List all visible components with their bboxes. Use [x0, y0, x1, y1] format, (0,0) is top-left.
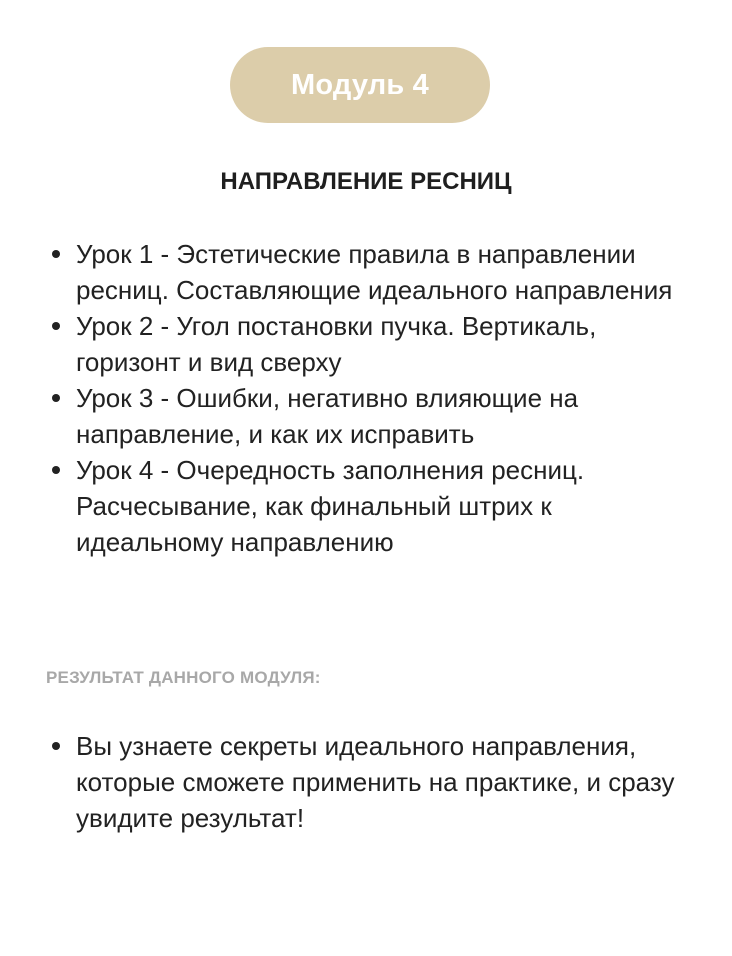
bullet-icon — [52, 742, 60, 750]
bullet-icon — [52, 250, 60, 258]
module-title: НАПРАВЛЕНИЕ РЕСНИЦ — [220, 168, 512, 195]
lesson-text: Урок 1 - Эстетические правила в направлении ресниц. Составляющие идеального направления — [76, 239, 673, 305]
bullet-icon — [52, 466, 60, 474]
lesson-item — [46, 236, 686, 308]
result-list — [46, 728, 686, 836]
lesson-list — [46, 236, 686, 560]
lesson-item — [46, 452, 686, 560]
result-item — [46, 728, 686, 836]
bullet-icon — [52, 394, 60, 402]
lesson-text: Урок 3 - Ошибки, негативно влияющие на направление, и как их исправить — [76, 383, 579, 449]
module-badge: Модуль 4 — [230, 47, 490, 123]
result-text: Вы узнаете секреты идеального направления, которые сможете применить на практике, и сразу увидите результат! — [76, 731, 675, 833]
lesson-text: Урок 4 - Очередность заполнения ресниц. Расчесывание, как финальный штрих к идеальному направлению — [76, 455, 585, 557]
lesson-item — [46, 380, 686, 452]
lesson-text: Урок 2 - Угол постановки пучка. Вертикаль, горизонт и вид сверху — [76, 311, 597, 377]
result-heading: РЕЗУЛЬТАТ ДАННОГО МОДУЛЯ: — [46, 668, 321, 687]
lesson-item — [46, 308, 686, 380]
bullet-icon — [52, 322, 60, 330]
